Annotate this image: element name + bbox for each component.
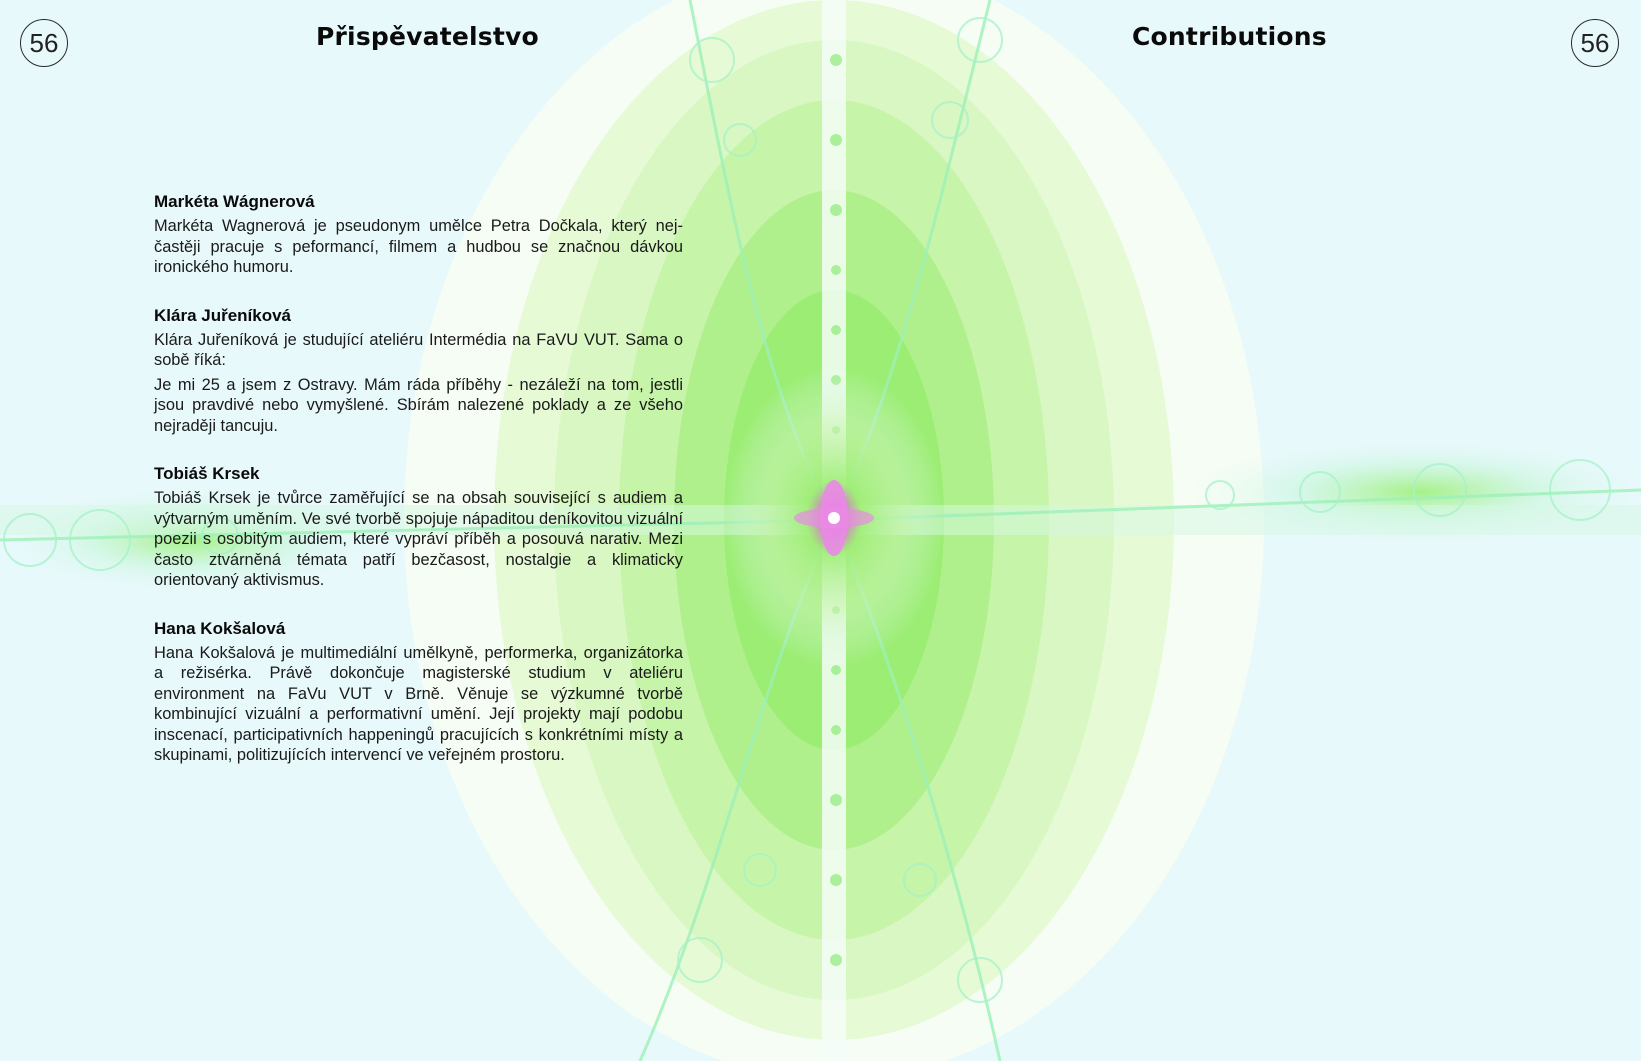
contributor-name: Tobiáš Krsek — [154, 464, 260, 483]
contributors-list — [154, 192, 683, 794]
page-number-left: 56 — [20, 19, 68, 67]
contributor-bio: Klára Juřeníková je studující ateliéru Intermédia na FaVU VUT. Sama o sobě říká: — [154, 330, 683, 369]
contributor-name: Klára Juřeníková — [154, 305, 292, 325]
contributor-bio: Tobiáš Krsek je tvůrce zaměřující se na obsah související s audiem a výtvarným uměním. Ve své tvorbě spojuje nápaditou deníkovitou vizuální poezii s osobitým audiem, které vypráví příběh a posouvá narativ. Mezi často ztvárněná témata patří bezčasost, nostalgie a klimaticky orientovaný aktivismus. — [154, 489, 683, 589]
contributor-quote: Je mi 25 a jsem z Ostravy. Mám ráda příběhy - nezáleží na tom, jestli jsou pravdivé nebo vymyšlené. Sbírám nalezené poklady a ze všeho nejraději tancuju. — [154, 375, 683, 435]
contributor-entry — [154, 464, 683, 591]
page-number-right: 56 — [1571, 19, 1619, 67]
heading-czech: Přispěvatelstvo — [316, 22, 539, 51]
contributor-bio: Markéta Wagnerová je pseudonym umělce Petra Dočkala, který nejčastěji pracuje s peformancí, filmem a hudbou se značnou dávkou ironického humoru. — [154, 217, 683, 276]
contributor-bio: Hana Kokšalová je multimediální umělkyně, performerka, organizátorka a režisérka. Právě dokončuje magisterské studium v ateliéru environment na FaVu VUT v Brně. Věnuje se výzkumné tvorbě kombinující vizuální a performativní umění. Její projekty mají podobu inscenací, participativních happeningů pracujících s konkrétními místy a skupinami, politizujících intervencí ve veřejném prostoru. — [154, 643, 683, 764]
contributor-name: Hana Kokšalová — [154, 618, 286, 638]
contributor-entry — [154, 192, 683, 278]
contributor-entry — [154, 619, 683, 766]
contributor-entry — [154, 306, 683, 437]
contributor-name: Markéta Wágnerová — [154, 192, 315, 211]
heading-english: Contributions — [1132, 22, 1327, 51]
